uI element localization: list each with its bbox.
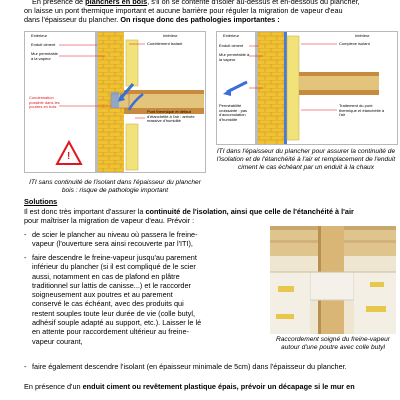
right-label-mur: Mur perméable à la vapeur <box>219 52 250 62</box>
right-label-complexe: Complexe isolant <box>339 41 370 46</box>
intro-line-2: on laisse un pont thermique important et aucune barrière pour réguler la migration de vapeur d'eau <box>24 6 343 15</box>
warning-icon: ! <box>67 151 71 162</box>
left-label-comblement: Comblement isolant <box>147 41 183 46</box>
caption-right: ITI dans l'épaisseur du plancher pour assurer la continuité de l'isolation et de l'étanchéité à l'air et remplacement de l'enduit ciment le cas échéant par un enduit à la chaux <box>216 148 396 171</box>
left-label-mur: Mur perméable à la vapeur <box>31 51 58 61</box>
right-label-traitement: Traitement du pont thermique et étanchéité à l'air <box>339 103 385 118</box>
solutions-intro-2: pour maîtriser la migration de vapeur d'eau. Prévoir : <box>24 216 195 225</box>
diagram-right <box>216 31 398 145</box>
bullet-1: de scier le plancher au niveau où passera le freine- vapeur (l'ouverture sera ainsi recouverte par l'ITI), <box>32 230 198 249</box>
photo-freine-vapeur <box>270 226 396 334</box>
left-label-pont: Pont thermique et défaut d'étanchéité à l'air : arrivée massive d'humidité <box>147 109 195 124</box>
right-label-enduit: Enduit ciment <box>219 43 244 48</box>
photo-caption: Raccordement soigné du freine-vapeur autour d'une poutre avec colle butyl <box>276 336 390 351</box>
photo-drawing <box>270 226 396 334</box>
left-exterior-label: Extérieur <box>31 33 48 38</box>
diagram-left <box>24 31 206 173</box>
bullet-3: faire également descendre l'isolant (en épaisseur minimale de 5cm) dans l'épaisseur du plancher. <box>32 362 347 371</box>
final-paragraph: En présence d'un enduit ciment ou revêtement plastique épais, prévoir un décapage si le mur en <box>24 382 355 391</box>
left-label-condensation: Condensation possible dans les poutres en bois <box>29 95 60 110</box>
left-label-enduit: Enduit ciment <box>31 42 56 47</box>
right-label-permeabilite: Perméabilité croissante : pas d'accumulation d'humidité <box>219 103 248 122</box>
bullet-marker: - <box>24 362 27 371</box>
left-interior-label: Intérieur <box>163 33 178 38</box>
diagram-right-drawing <box>217 32 397 144</box>
intro-line-1: En présence de planchers en bois, s'il on se contente d'isoler au-dessus et en-dessous du plancher, <box>32 0 360 6</box>
right-exterior-label: Extérieur <box>223 33 240 38</box>
intro-line-3: dans l'épaisseur du plancher. On risque donc des pathologies importantes : <box>24 15 280 24</box>
caption-left: ITI sans continuité de l'isolant dans l'épaisseur du plancher bois : risque de pathologie important <box>29 179 201 194</box>
bullet-marker: - <box>24 253 27 262</box>
bullet-2: faire descendre le freine-vapeur jusqu'au parement inférieur du plancher (si il est compliqué de le scier aussi, notamment en cas de plafond en plâtre traditionnel sur lattis de canisse...) et le raccorder soigneusement aux poutres et au parement conservé le cas échéant, avec des produits qui restent souples toute leur durée de vie (colle butyl, adhésif souple adapté au support, etc.). Laisser le lé en attente pour raccordement ultérieur au freine- vapeur courant, <box>32 253 202 346</box>
solutions-heading: Solutions <box>24 197 58 206</box>
solutions-intro: Il est donc très important d'assurer la continuité de l'isolation, ainsi que celle de l'étanchéité à l'air <box>24 207 354 216</box>
bullet-marker: - <box>24 230 27 239</box>
right-interior-label: Intérieur <box>355 33 370 38</box>
